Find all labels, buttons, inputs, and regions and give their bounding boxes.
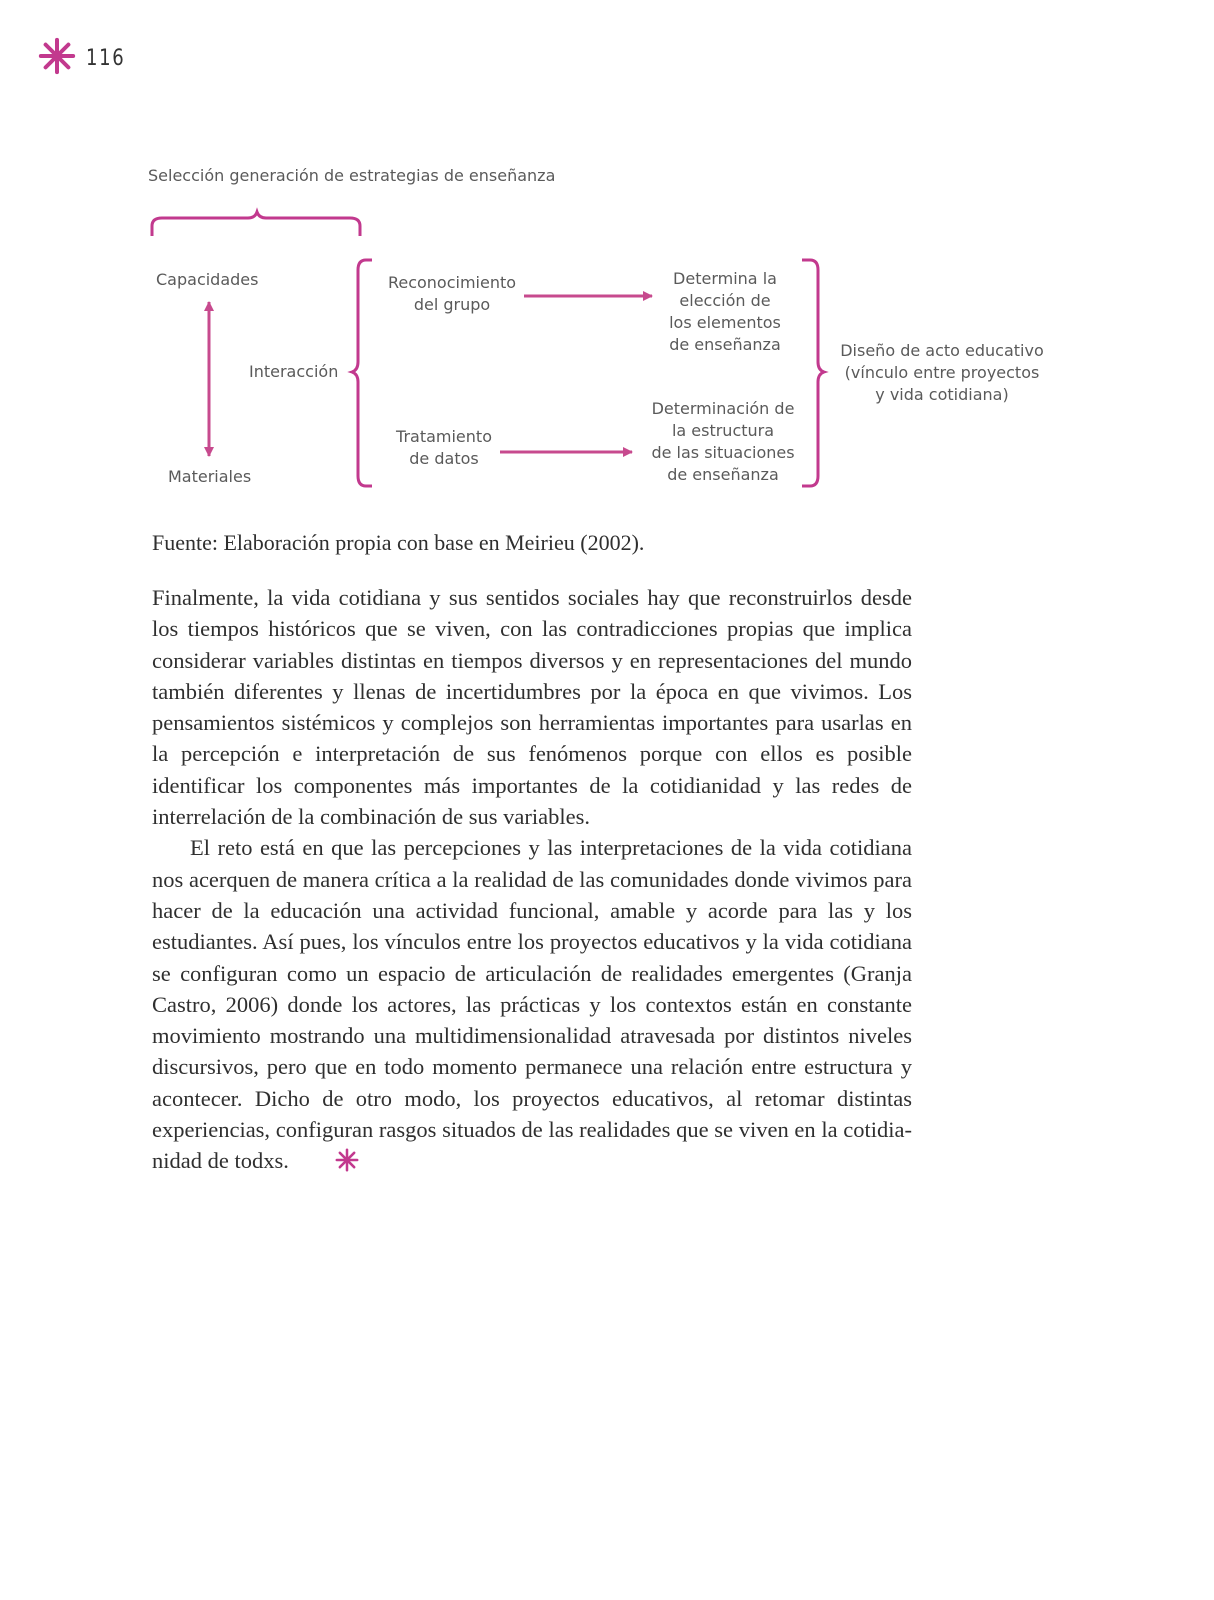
reconocimiento-label: Reconocimiento del grupo (387, 273, 517, 314)
paragraph-2: El reto está en que las percepciones y las interpretaciones de la vida cotidiana nos acerquen de manera crítica a la realidad de las comunidades donde vivimos para hacer de la educación una actividad funcional, amable y acorde para las y los estudiantes. Así pues, los vínculos entre los proyectos educativos y la vida cotidiana se configuran como un espacio de articulación de realidades emergentes (Granja Castro, 2006) donde los actores, las prácticas y los contextos están en constante movimiento mostrando una multidimensionalidad atravesada por distintos niveles discursivos, pero que en todo momento permanece una relación entre estructura y acontecer. Dicho de otro modo, los proyectos educativos, al retomar distintas experiencias, configuran rasgos situados de las realidades que se viven en la cotidianidad de todxs. (152, 832, 912, 1180)
capacidades-label: Capacidades (156, 270, 259, 289)
paragraph-1: Finalmente, la vida cotidiana y sus sentidos sociales hay que reconstruirlos desde los tiempos históricos que se viven, con las contradicciones propias que implica considerar variables distintas en tiempos diversos y en representaciones del mundo también diferentes y llenas de incertidumbres por la época en que vivimos. Los pensamientos sistémicos y complejos son herramientas importantes para usarlas en la percepción e interpretación de sus fenómenos porque con ellos es posible identificar los componentes más importantes de la cotidianidad y las redes de interrelación de la combinación de sus variables. (152, 585, 912, 830)
top-brace (152, 212, 360, 236)
asterisk-icon (38, 37, 76, 80)
page-number: 116 (86, 45, 126, 71)
figure-source: Fuente: Elaboración propia con base en Meirieu (2002). (152, 530, 645, 555)
tratamiento-label: Tratamiento de datos (396, 427, 492, 468)
diseno-label: Diseño de acto educativo (vínculo entre proyectos y vida cotidiana) (840, 341, 1044, 404)
interaccion-label: Interacción (249, 362, 339, 381)
strategy-diagram (140, 160, 1080, 500)
asterisk-icon (297, 1148, 359, 1180)
materiales-label: Materiales (168, 467, 252, 486)
determinacion-label: Determinación de la estructura de las situaciones de enseñanza (651, 399, 795, 484)
determina-label: Determina la elección de los elementos de enseñanza (669, 269, 781, 354)
body-text (152, 582, 912, 1181)
right-brace (802, 260, 824, 486)
left-brace (352, 260, 372, 486)
diagram-shapes (140, 160, 1080, 500)
diagram-title: Selección generación de estrategias de enseñanza (148, 166, 556, 185)
page-header (38, 38, 134, 78)
